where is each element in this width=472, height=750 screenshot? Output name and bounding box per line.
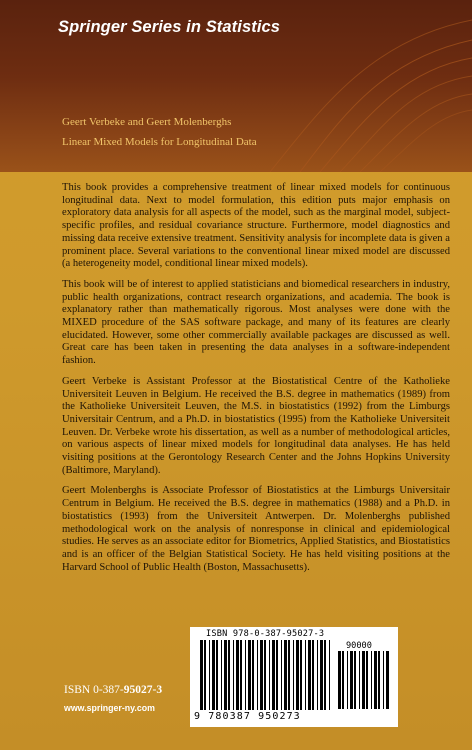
book-title: Linear Mixed Models for Longitudinal Data	[62, 136, 257, 148]
isbn-bold-part: 95027-3	[123, 684, 163, 696]
barcode-bars-icon	[200, 640, 334, 712]
barcode-addon-bars-icon	[338, 651, 392, 711]
description	[62, 182, 450, 582]
header-band	[0, 0, 472, 172]
paragraph-audience: This book will be of interest to applied statisticians and biomedical researchers in industry, public health organizations, contract research organizations, and academia. The book is explanatory rather than mathematically rigorous. Most analyses were done with the MIXED procedure of the SAS software package, and many of its features are clearly elucidated. However, some other commercially available packages are discussed as well. Great care has been taken in presenting the data analyses in a software-independent fashion.	[62, 278, 450, 367]
isbn-prefix: ISBN 0-387-	[64, 684, 124, 696]
paragraph-author-molenberghs: Geert Molenberghs is Associate Professor of Biostatistics at the Limburgs Universitair Centrum in Belgium. He received the B.S. degree in mathematics (1988) and a Ph.D. in biostatistics (1993) from the Universiteit Antwerpen. Dr. Molenberghs published methodological work on the analysis of nonresponse in clinical and epidemiological studies. He serves as an associate editor for Biometrics, Applied Statistics, and Biostatistics and is an officer of the Belgian Statistical Society. He has held visiting positions at the Harvard School of Public Health (Boston, Massachusetts).	[62, 485, 450, 573]
barcode-isbn-text: ISBN 978-0-387-95027-3	[206, 629, 325, 639]
paragraph-overview: This book provides a comprehensive treatment of linear mixed models for continuous longitudinal data. Next to model formulation, this edition puts major emphasis on exploratory data analysis for all aspects of the model, such as the marginal model, subject-specific profiles, and residual covariance structure. Furthermore, model diagnostics and missing data receive extensive treatment. Sensitivity analysis for incomplete data is given a prominent place. Several variations to the conventional linear mixed model are discussed (a heterogeneity model, conditional linear mixed models).	[62, 182, 450, 270]
barcode-ean-digits: 9 780387 950273	[194, 711, 301, 722]
isbn-label	[64, 684, 162, 696]
barcode-price-code: 90000	[346, 641, 372, 651]
barcode	[190, 627, 398, 727]
series-title: Springer Series in Statistics	[58, 18, 281, 36]
paragraph-author-verbeke: Geert Verbeke is Assistant Professor at the Biostatistical Centre of the Katholieke Universiteit Leuven in Belgium. He received the B.S. degree in mathematics (1989) from the Katholieke Universiteit Leuven, the M.S. in biostatistics (1992) from the Limburgs Universitair Centrum, and a Ph.D. in biostatistics (1995) from the Katholieke Universiteit Leuven. Dr. Verbeke wrote his dissertation, as well as a number of methodological articles, on various aspects of linear mixed models for longitudinal data analyses. He has held visiting positions at the Gerontology Research Center and the Johns Hopkins University (Baltimore, Maryland).	[62, 375, 450, 476]
authors: Geert Verbeke and Geert Molenberghs	[62, 116, 232, 128]
website-link[interactable]: www.springer-ny.com	[64, 703, 155, 713]
